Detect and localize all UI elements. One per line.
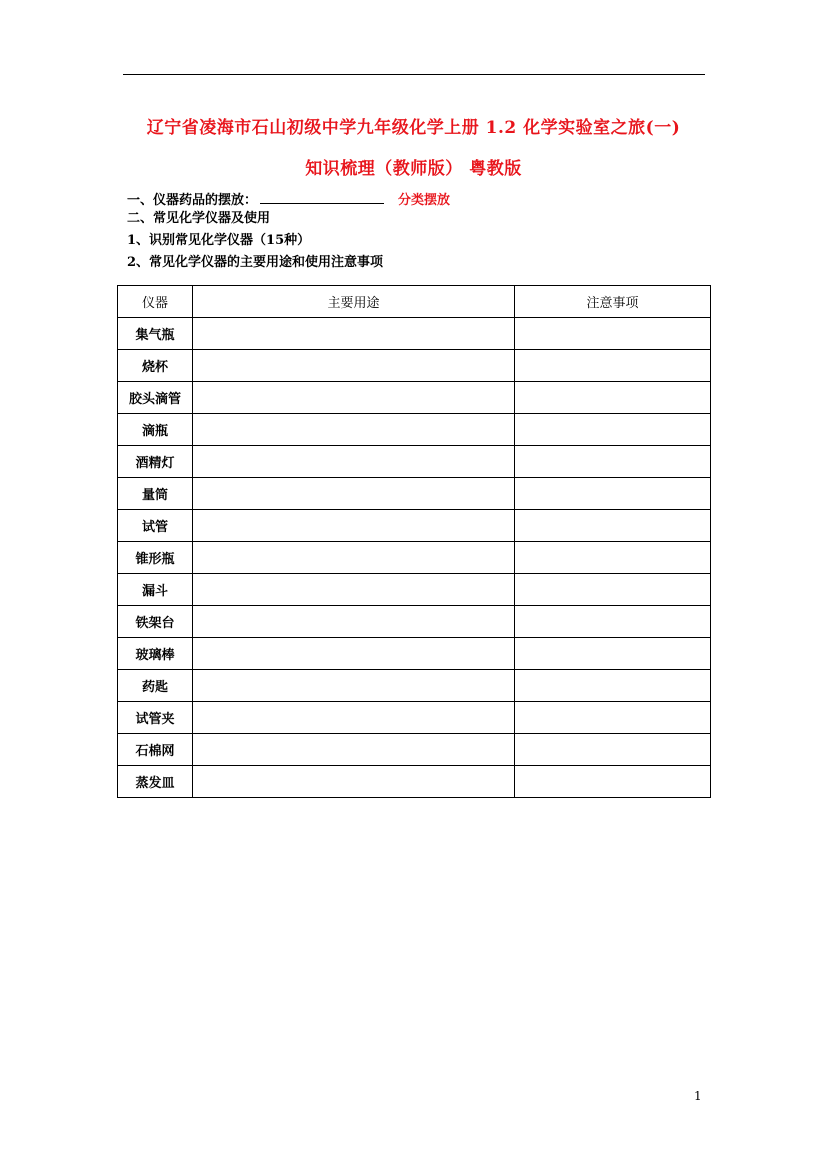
instrument-name: 铁架台 xyxy=(118,606,193,638)
section1-answer: 分类摆放 xyxy=(398,193,451,208)
precautions-cell[interactable] xyxy=(515,414,711,446)
instrument-name: 药匙 xyxy=(118,670,193,702)
instrument-name: 滴瓶 xyxy=(118,414,193,446)
instrument-name: 烧杯 xyxy=(118,350,193,382)
precautions-cell[interactable] xyxy=(515,734,711,766)
instrument-name: 量筒 xyxy=(118,478,193,510)
document-title: 辽宁省凌海市石山初级中学九年级化学上册 1.2 化学实验室之旅(一) xyxy=(146,118,681,138)
main-use-cell[interactable] xyxy=(193,382,515,414)
table-row xyxy=(118,382,711,414)
precautions-cell[interactable] xyxy=(515,350,711,382)
table-row xyxy=(118,734,711,766)
main-use-cell[interactable] xyxy=(193,318,515,350)
instrument-name: 试管 xyxy=(118,510,193,542)
main-use-cell[interactable] xyxy=(193,574,515,606)
instrument-name: 酒精灯 xyxy=(118,446,193,478)
instrument-name: 石棉网 xyxy=(118,734,193,766)
precautions-cell[interactable] xyxy=(515,510,711,542)
table-row xyxy=(118,702,711,734)
table-row xyxy=(118,318,711,350)
header-rule xyxy=(123,74,705,75)
table-row xyxy=(118,638,711,670)
table-header-row xyxy=(118,286,711,318)
precautions-cell[interactable] xyxy=(515,574,711,606)
precautions-cell[interactable] xyxy=(515,670,711,702)
page-number: 1 xyxy=(694,1089,702,1103)
header-instrument: 仪器 xyxy=(118,286,193,318)
precautions-cell[interactable] xyxy=(515,318,711,350)
instrument-name: 漏斗 xyxy=(118,574,193,606)
main-use-cell[interactable] xyxy=(193,446,515,478)
main-use-cell[interactable] xyxy=(193,734,515,766)
main-use-cell[interactable] xyxy=(193,766,515,798)
item1-text: 1、识别常见化学仪器（15种） xyxy=(127,233,311,248)
precautions-cell[interactable] xyxy=(515,766,711,798)
table-row xyxy=(118,574,711,606)
table-row xyxy=(118,510,711,542)
precautions-cell[interactable] xyxy=(515,478,711,510)
table-row xyxy=(118,542,711,574)
section1-line xyxy=(127,190,450,209)
precautions-cell[interactable] xyxy=(515,382,711,414)
precautions-cell[interactable] xyxy=(515,638,711,670)
main-use-cell[interactable] xyxy=(193,606,515,638)
instrument-name: 集气瓶 xyxy=(118,318,193,350)
main-use-cell[interactable] xyxy=(193,350,515,382)
instrument-name: 胶头滴管 xyxy=(118,382,193,414)
document-subtitle: 知识梳理（教师版） 粤教版 xyxy=(305,159,522,179)
table-body xyxy=(118,318,711,798)
table-row xyxy=(118,414,711,446)
header-main-use: 主要用途 xyxy=(193,286,515,318)
main-use-cell[interactable] xyxy=(193,414,515,446)
table-row xyxy=(118,350,711,382)
precautions-cell[interactable] xyxy=(515,446,711,478)
instrument-table xyxy=(117,285,711,798)
table-row xyxy=(118,606,711,638)
main-use-cell[interactable] xyxy=(193,638,515,670)
answer-blank[interactable] xyxy=(260,190,384,204)
precautions-cell[interactable] xyxy=(515,702,711,734)
precautions-cell[interactable] xyxy=(515,542,711,574)
table-row xyxy=(118,478,711,510)
main-use-cell[interactable] xyxy=(193,702,515,734)
table-row xyxy=(118,670,711,702)
table-row xyxy=(118,446,711,478)
main-use-cell[interactable] xyxy=(193,510,515,542)
table-row xyxy=(118,766,711,798)
main-use-cell[interactable] xyxy=(193,670,515,702)
main-use-cell[interactable] xyxy=(193,478,515,510)
item2-text: 2、常见化学仪器的主要用途和使用注意事项 xyxy=(127,255,384,270)
instrument-name: 蒸发皿 xyxy=(118,766,193,798)
section2-heading: 二、常见化学仪器及使用 xyxy=(127,211,271,226)
precautions-cell[interactable] xyxy=(515,606,711,638)
instrument-name: 玻璃棒 xyxy=(118,638,193,670)
header-precautions: 注意事项 xyxy=(515,286,711,318)
instrument-name: 试管夹 xyxy=(118,702,193,734)
section1-label: 一、仪器药品的摆放： xyxy=(127,193,258,208)
main-use-cell[interactable] xyxy=(193,542,515,574)
instrument-name: 锥形瓶 xyxy=(118,542,193,574)
